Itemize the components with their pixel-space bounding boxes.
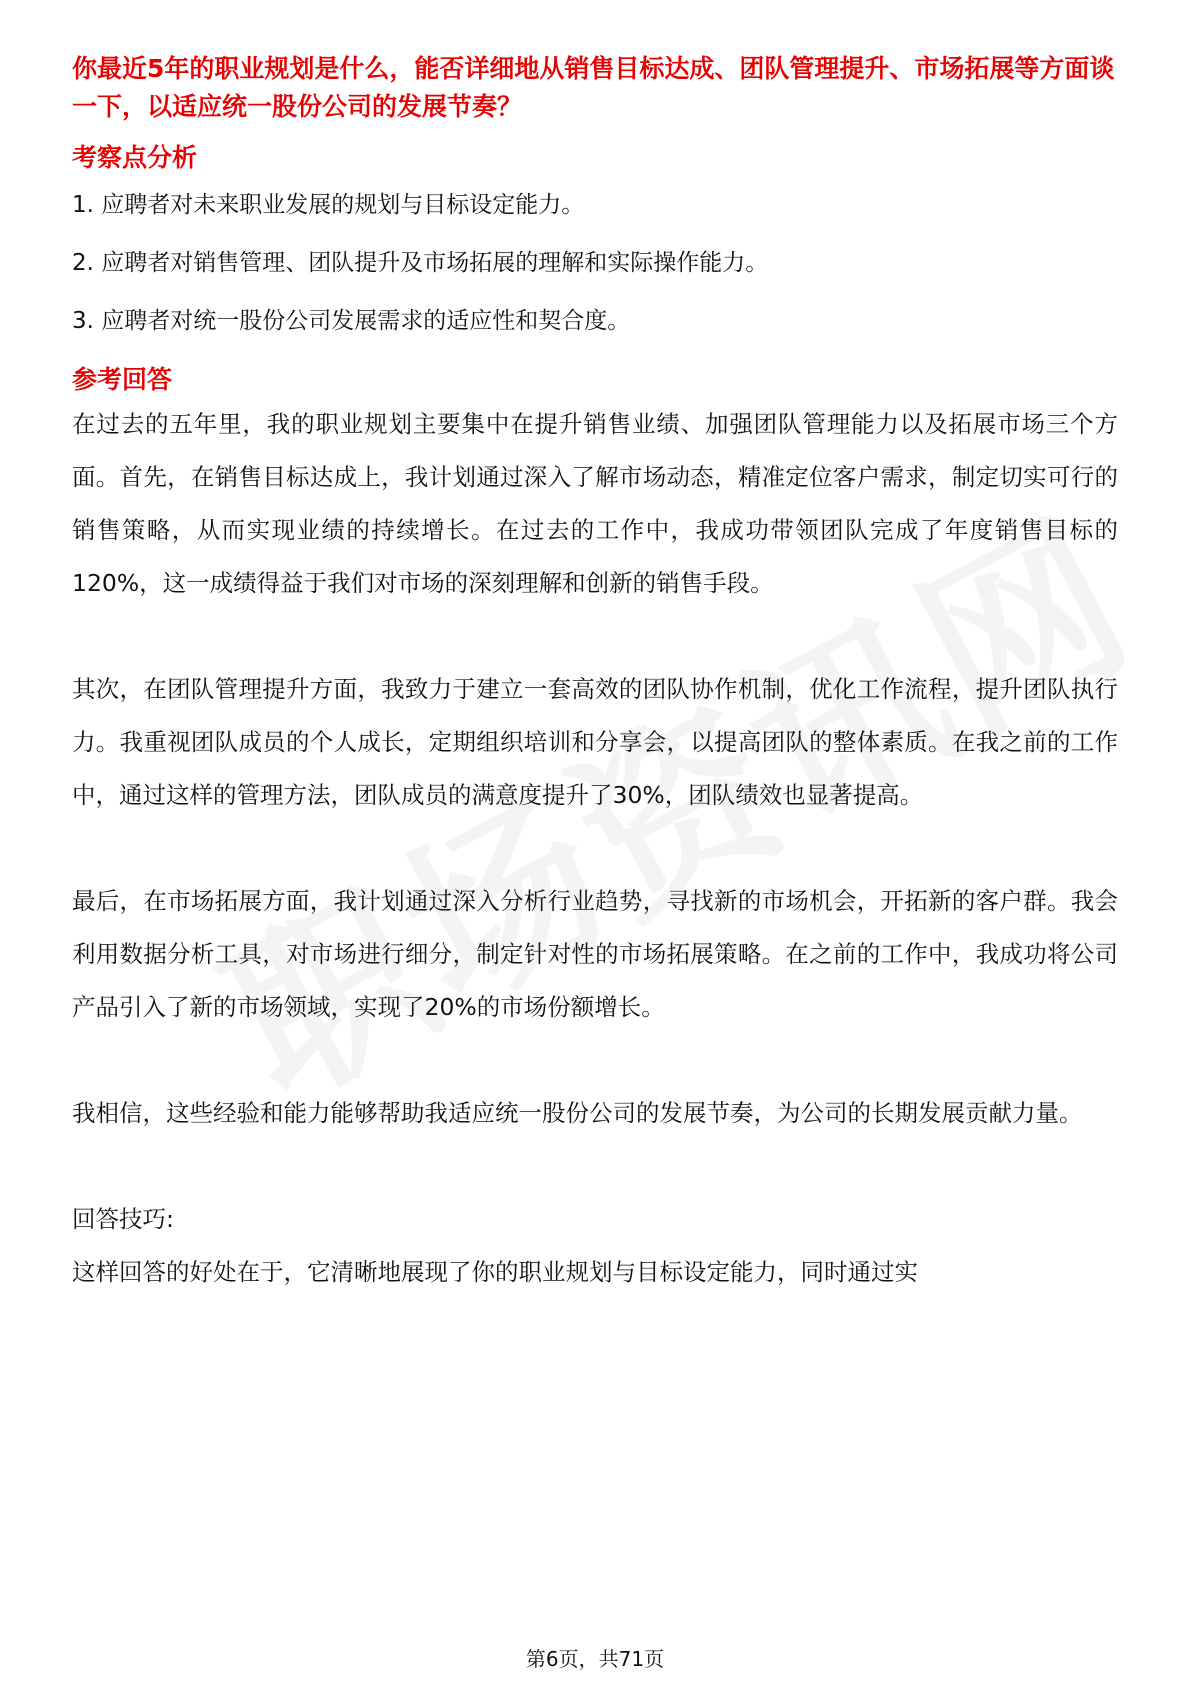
analysis-point: 1. 应聘者对未来职业发展的规划与目标设定能力。 (72, 192, 585, 218)
answer-paragraph-4: 我相信，这些经验和能力能够帮助我适应统一股份公司的发展节奏，为公司的长期发展贡献力量。 (72, 1099, 1083, 1127)
page-number: 第6页，共71页 (525, 1647, 665, 1671)
answer-paragraph-2: 其次，在团队管理提升方面，我致力于建立一套高效的团队协作机制，优化工作流程，提升团队执行力。我重视团队成员的个人成长，定期组织培训和分享会，以提高团队的整体素质。在我之前的工作中，通过这样的管理方法，团队成员的满意度提升了30%，团队绩效也显著提高。 (72, 675, 1118, 809)
paragraph-spacer (72, 610, 1118, 663)
analysis-title: 考察点分析 (72, 143, 198, 172)
analysis-point: 3. 应聘者对统一股份公司发展需求的适应性和契合度。 (72, 308, 631, 334)
answer-paragraph-3: 最后，在市场拓展方面，我计划通过深入分析行业趋势，寻找新的市场机会，开拓新的客户群。我会利用数据分析工具，对市场进行细分，制定针对性的市场拓展策略。在之前的工作中，我成功将公司产品引入了新的市场领域，实现了20%的市场份额增长。 (72, 887, 1118, 1021)
page-content (72, 50, 1118, 1299)
question-heading: 你最近5年的职业规划是什么，能否详细地从销售目标达成、团队管理提升、市场拓展等方面谈一下，以适应统一股份公司的发展节奏？ (72, 54, 1115, 121)
analysis-points (72, 188, 1118, 338)
analysis-point: 2. 应聘者对销售管理、团队提升及市场拓展的理解和实际操作能力。 (72, 250, 769, 276)
tips-label: 回答技巧: (72, 1205, 174, 1233)
tips-text: 这样回答的好处在于，它清晰地展现了你的职业规划与目标设定能力，同时通过实 (72, 1258, 918, 1286)
answer-paragraph-1: 在过去的五年里，我的职业规划主要集中在提升销售业绩、加强团队管理能力以及拓展市场三个方面。首先，在销售目标达成上，我计划通过深入了解市场动态，精准定位客户需求，制定切实可行的销售策略，从而实现业绩的持续增长。在过去的工作中，我成功带领团队完成了年度销售目标的120%，这一成绩得益于我们对市场的深刻理解和创新的销售手段。 (72, 410, 1118, 597)
paragraph-spacer (72, 1034, 1118, 1087)
paragraph-spacer (72, 1140, 1118, 1193)
answer-title: 参考回答 (72, 365, 173, 394)
paragraph-spacer (72, 822, 1118, 875)
